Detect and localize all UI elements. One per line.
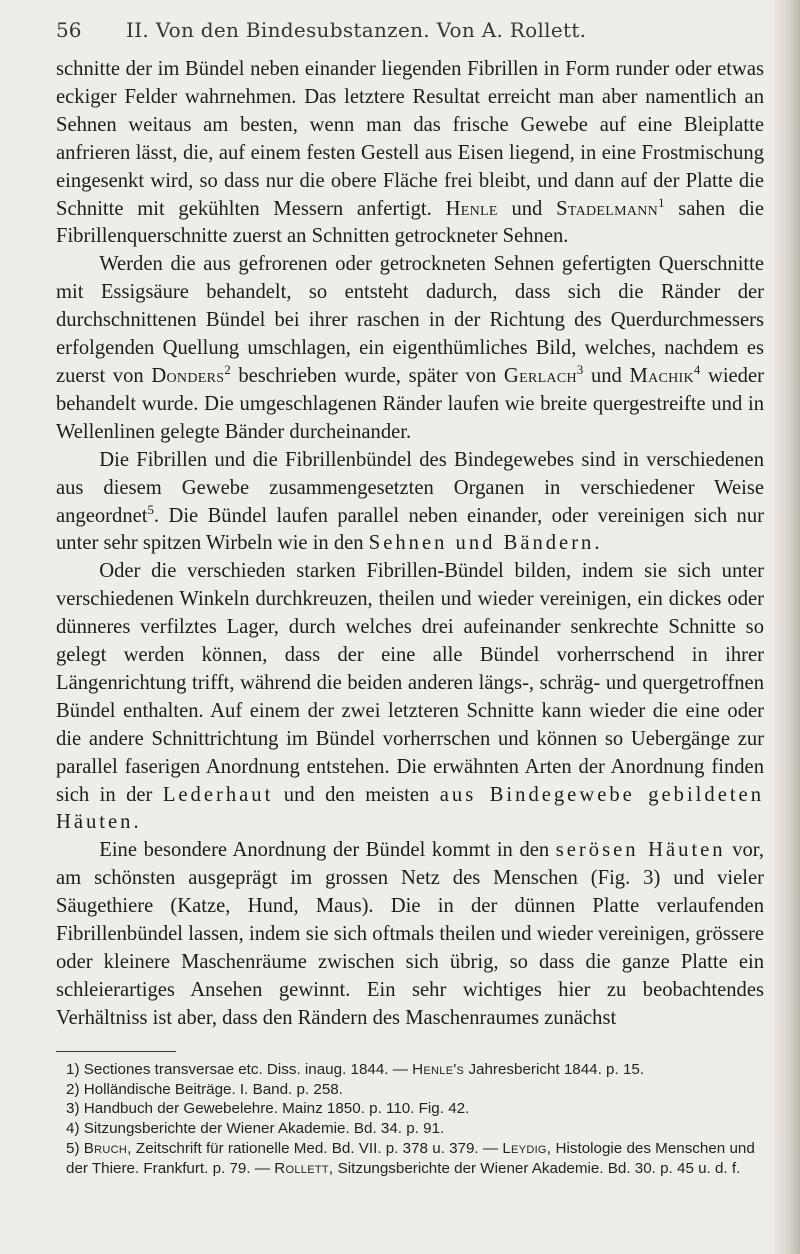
footnote-1: 1) Sectiones transversae etc. Diss. inaug. 1844. — Henle's Jahresbericht 1844. p. 15. bbox=[66, 1060, 645, 1078]
page-edge-shadow bbox=[774, 0, 800, 1254]
footnote-ref-5: 5 bbox=[147, 502, 154, 517]
paragraph-2: Werden die aus gefrorenen oder getrockneten Sehnen gefertigten Querschnitte mit Essigsäure behandelt, so entsteht dadurch, dass sich die Ränder der durchschnittenen Bündel bei ihrer raschen in der Richtung des Querdurchmessers erfolgenden Quellung umschlagen, ein eigenthümliches Bild, welches, nachdem es zuerst von Donders$^2$ beschrieben wurde, später von Gerlach$^3$ und Machik$^4$ wieder behandelt wurde. Die umgeschlagenen Ränder laufen wie breite quergestreifte und in Wellenlinen gelegte Bänder durcheinander. bbox=[56, 253, 764, 443]
footnote-5: 5) Bruch, Zeitschrift für rationelle Med. Bd. VII. p. 378 u. 379. — Leydig, Histologie des Menschen und der Thiere. Frankfurt. p. 79. — Rollett, Sitzungsberichte der Wiener Akademie. Bd. 30. p. 45 u. d. f. bbox=[66, 1139, 755, 1177]
paragraph-5: Eine besondere Anordnung der Bündel kommt in den serösen Häuten vor, am schönsten ausgeprägt im grossen Netz des Menschen (Fig. 3) und vieler Säugethiere (Katze, Hund, Maus). Die in der dünnen Platte verlaufenden Fibrillenbündel lassen, indem sie sich oftmals theilen und wieder vereinigen, grössere oder kleinere Maschenräume zwischen sich übrig, so dass die ganze Platte ein schleierartiges Ansehen gewinnt. Ein sehr wichtiges hier zu beobachtendes Verhältniss ist aber, dass den Rändern des Maschenraumes zunächst bbox=[56, 839, 764, 1029]
footnote-ref-3: 3 bbox=[576, 363, 584, 378]
spaced-term-haeuten: aus Bindegewebe gebildeten Häuten bbox=[56, 783, 764, 834]
footnote-2: 2) Holländische Beiträge. I. Band. p. 258. bbox=[66, 1080, 343, 1098]
footnotes bbox=[56, 1060, 764, 1179]
footnote-ref-1: 1 bbox=[658, 195, 665, 210]
paragraph-3: Die Fibrillen und die Fibrillenbündel des Bindegewebes sind in verschiedenen aus diesem Gewebe zusammengesetzten Organen in verschiedener Weise angeordnet$^5$. Die Bündel laufen parallel neben einander, oder vereinigen sich nur unter sehr spitzen Wirbeln wie in den Sehnen und Bändern. bbox=[56, 448, 764, 555]
paragraph-1: schnitte der im Bündel neben einander liegenden Fibrillen in Form runder oder etwas eckiger Felder wahrnehmen. Das letztere Resultat erreicht man aber namentlich an Sehnen weitaus am besten, wenn man das frische Gewebe auf eine Bleiplatte anfrieren lässt, die, auf einem festen Gestell aus Eisen liegend, in eine Frostmischung eingesenkt wird, so dass nur die obere Fläche frei bleibt, und dann auf der Platte die Schnitte mit gekühlten Messern anfertigt. Henle und Stadelmann$^1$ sahen die Fibrillenquerschnitte zuerst an Schnitten getrockneter Sehnen. bbox=[56, 58, 765, 248]
spaced-term-sehnen: Sehnen und Bändern bbox=[368, 532, 595, 555]
running-title: II. Von den Bindesubstanzen. Von A. Rollett. bbox=[126, 18, 587, 42]
footnote-3: 3) Handbuch der Gewebelehre. Mainz 1850. p. 110. Fig. 42. bbox=[66, 1100, 470, 1118]
body-text bbox=[56, 56, 764, 1033]
spaced-term-lederhaut: Lederhaut bbox=[162, 783, 274, 806]
author-donders: Donders bbox=[151, 364, 225, 387]
footnote-4: 4) Sitzungsberichte der Wiener Akademie. Bd. 34. p. 91. bbox=[66, 1120, 445, 1138]
author-machik: Machik bbox=[629, 364, 694, 387]
footnote-ref-4: 4 bbox=[693, 363, 701, 378]
page-number: 56 bbox=[56, 18, 82, 42]
paragraph-4: Oder die verschieden starken Fibrillen-Bündel bilden, indem sie sich unter verschiedenen Winkeln durchkreuzen, theilen und wieder vereinigen, ein dickes oder dünneres verfilztes Lager, durch welches drei aufeinander senkrechte Schnitte so gelegt werden können, dass der eine alle Bündel vorherrschend in ihrer Längenrichtung trifft, während die beiden anderen längs-, schräg- und quergetroffnen Bündel enthalten. Auf einem der zwei letzteren Schnitte kann wieder die eine oder die andere Schnittrichtung im Bündel vorherrschen und können so Uebergänge zur parallel faserigen Anordnung entstehen. Die erwähnten Arten der Anordnung finden sich in der Lederhaut und den meisten aus Bindegewebe gebildeten Häuten. bbox=[56, 560, 764, 834]
book-page bbox=[56, 18, 764, 1179]
running-header bbox=[56, 18, 764, 52]
author-stadelmann: Stadelmann bbox=[556, 197, 659, 220]
footnote-divider bbox=[56, 1051, 176, 1052]
author-henle: Henle bbox=[445, 197, 498, 220]
footnote-ref-2: 2 bbox=[224, 363, 231, 378]
author-gerlach: Gerlach bbox=[503, 364, 577, 387]
spaced-term-seroesen: serösen Häuten bbox=[555, 839, 726, 862]
